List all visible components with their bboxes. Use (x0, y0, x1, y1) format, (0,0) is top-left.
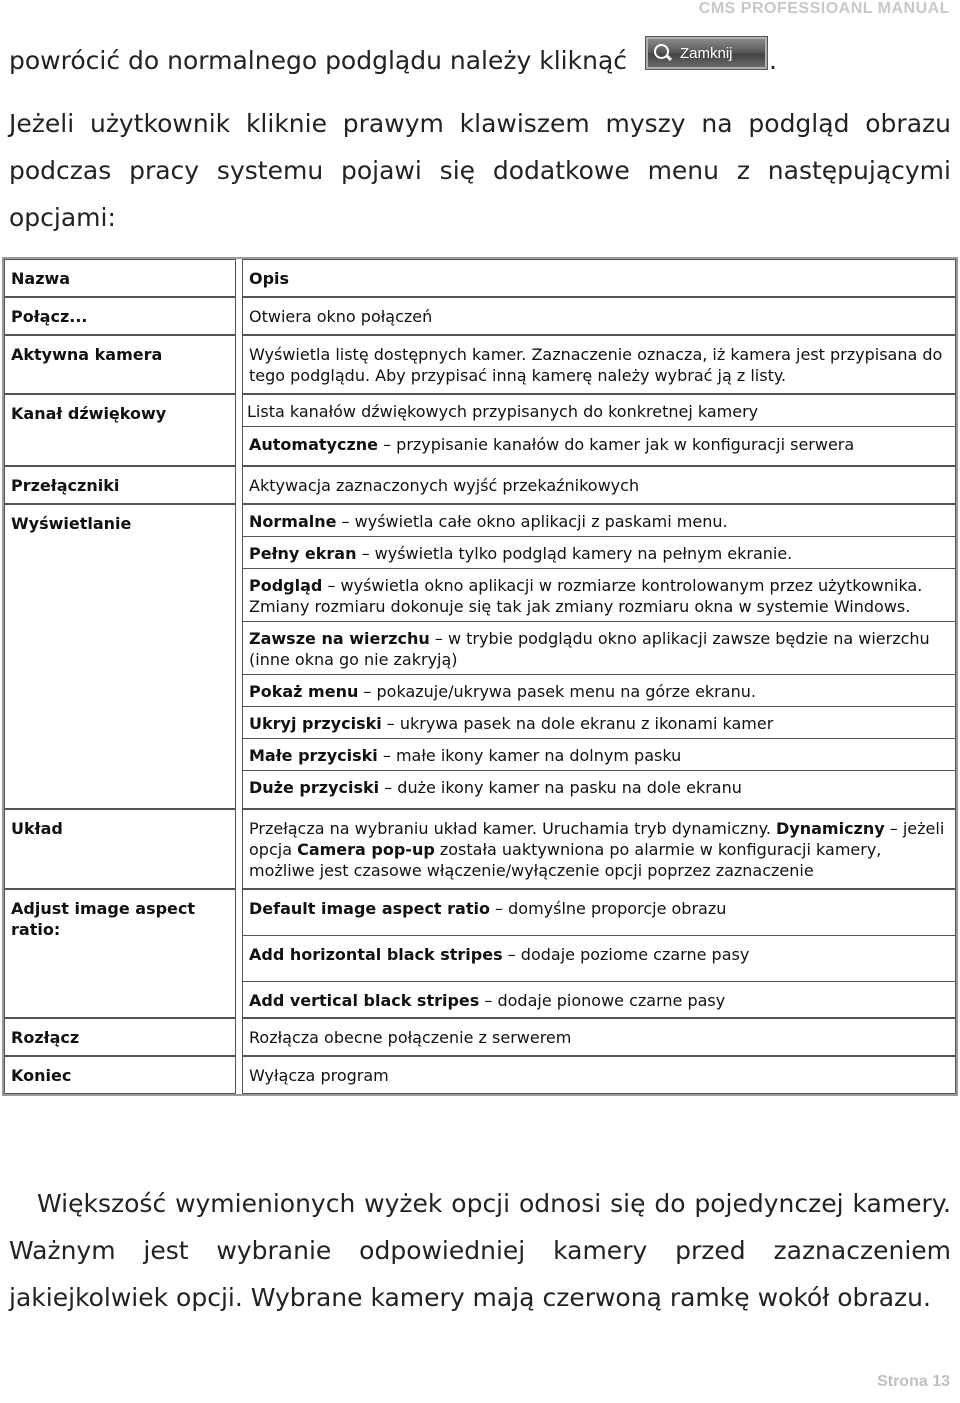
row-name: Układ (4, 809, 236, 889)
row-desc: Przełącza na wybraniu układ kamer. Uruchamia tryb dynamiczny. Dynamiczny – jeżeli opcja Camera pop-up została uaktywniona po alarmie w konfiguracji kamery, możliwe jest czasowe włączenie/wyłączenie opcji poprzez zaznaczenie (242, 809, 956, 889)
row-desc: Aktywacja zaznaczonych wyjść przekaźnikowych (242, 466, 956, 504)
aspect-option: Default image aspect ratio – domyślne proporcje obrazu (243, 890, 955, 936)
zamknij-button-label: Zamknij (680, 44, 733, 62)
row-desc (242, 394, 956, 466)
page-number: Strona 13 (877, 1373, 950, 1390)
table-row (4, 1018, 956, 1056)
aspect-option: Add vertical black stripes – dodaje pionowe czarne pasy (249, 991, 726, 1010)
row-desc (242, 889, 956, 1018)
row-desc: Otwiera okno połączeń (242, 297, 956, 335)
display-option: Pokaż menu – pokazuje/ukrywa pasek menu na górze ekranu. (243, 675, 955, 707)
row-desc (242, 504, 956, 809)
row-name: Wyświetlanie (4, 504, 236, 809)
outro-paragraph: Większość wymienionych wyżek opcji odnosi się do pojedynczej kamery. Ważnym jest wybranie odpowiedniej kamery przed zaznaczeniem jakiejkolwiek opcji. Wybrane kamery mają czerwoną ramkę wokół obrazu. (9, 1189, 951, 1312)
header-title: CMS PROFESSIOANL MANUAL (698, 0, 950, 17)
row-name: Kanał dźwiękowy (4, 394, 236, 466)
table-row (4, 394, 956, 466)
table-row (4, 504, 956, 809)
table-row (4, 297, 956, 335)
row-desc: Wyłącza program (242, 1056, 956, 1094)
row-name: Aktywna kamera (4, 335, 236, 394)
display-option: Pełny ekran – wyświetla tylko podgląd kamery na pełnym ekranie. (243, 537, 955, 569)
desc-line: Lista kanałów dźwiękowych przypisanych do konkretnej kamery (243, 395, 955, 427)
options-table (2, 257, 958, 1096)
display-option: Ukryj przyciski – ukrywa pasek na dole ekranu z ikonami kamer (243, 707, 955, 739)
display-option: Podgląd – wyświetla okno aplikacji w rozmiarze kontrolowanym przez użytkownika. Zmiany rozmiaru dokonuje się tak jak zmiany rozmiaru okna w systemie Windows. (243, 569, 955, 622)
table-row (4, 335, 956, 394)
display-option: Małe przyciski – małe ikony kamer na dolnym pasku (243, 739, 955, 771)
table-row (4, 466, 956, 504)
header-desc: Opis (242, 259, 956, 297)
intro-line-1-end: . (769, 46, 777, 75)
row-name: Połącz... (4, 297, 236, 335)
row-desc: Rozłącza obecne połączenie z serwerem (242, 1018, 956, 1056)
zoom-icon (654, 44, 672, 62)
zamknij-button[interactable] (646, 37, 767, 69)
intro-line-1: powrócić do normalnego podglądu należy kliknąć (9, 46, 628, 75)
desc-line: Automatyczne – przypisanie kanałów do kamer jak w konfiguracji serwera (249, 435, 855, 454)
row-name: Przełączniki (4, 466, 236, 504)
row-name: Koniec (4, 1056, 236, 1094)
table-row (4, 809, 956, 889)
row-name: Rozłącz (4, 1018, 236, 1056)
intro-paragraph: Jeżeli użytkownik kliknie prawym klawiszem myszy na podgląd obrazu podczas pracy systemu pojawi się dodatkowe menu z następującymi opcjami: (9, 109, 951, 232)
display-option: Normalne – wyświetla całe okno aplikacji z paskami menu. (243, 505, 955, 537)
header-name: Nazwa (4, 259, 236, 297)
display-option: Duże przyciski – duże ikony kamer na pasku na dole ekranu (249, 778, 742, 797)
row-name: Adjust image aspect ratio: (4, 889, 236, 1018)
display-option: Zawsze na wierzchu – w trybie podglądu okno aplikacji zawsze będzie na wierzchu (inne okna go nie zakryją) (243, 622, 955, 675)
table-header-row (4, 259, 956, 297)
aspect-option: Add horizontal black stripes – dodaje poziome czarne pasy (243, 936, 955, 982)
table-row (4, 889, 956, 1018)
row-desc: Wyświetla listę dostępnych kamer. Zaznaczenie oznacza, iż kamera jest przypisana do tego podglądu. Aby przypisać inną kamerę należy wybrać ją z listy. (242, 335, 956, 394)
table-row (4, 1056, 956, 1094)
